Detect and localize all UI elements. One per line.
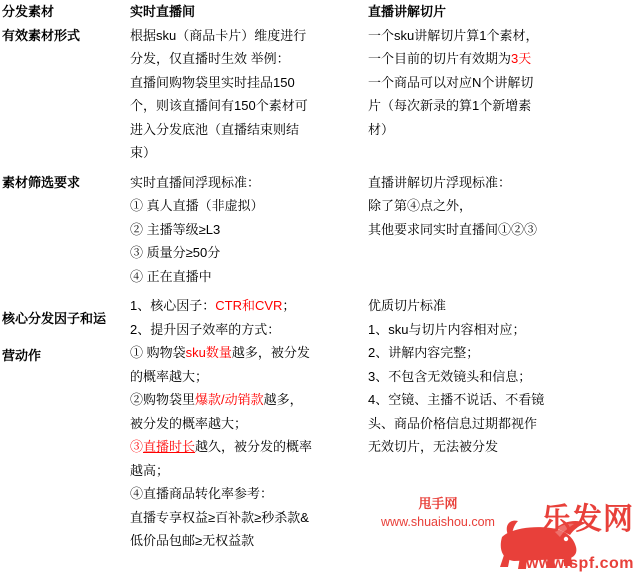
watermark bbox=[378, 494, 498, 532]
table-row bbox=[0, 24, 636, 165]
header-col-3: 直播讲解切片 bbox=[368, 4, 447, 19]
row-2-col-2: 1、核心因子：CTR和CVR； 2、提升因子效率的方式： ① 购物袋sku数量越多，被分发 的概率越大； ②购物袋里爆款/动销款越多， 被分发的概率越大； ③直播时长越久，被分发的概率 越高； ④直播商品转化率参考： 直播专享权益≥百补款≥秒杀款& 低价品包邮≥无权益款 bbox=[128, 294, 366, 553]
row-2-col2-line3: ① 购物袋sku数量越多，被分发 bbox=[130, 345, 310, 360]
row-label-core-factors-line1: 核心分发因子和运 bbox=[2, 311, 107, 326]
row-0-col-3: 一个sku讲解切片算1个素材， 一个目前的切片有效期为3天 一个商品可以对应N个讲解切 片（每次新录的算1个新增素 材） bbox=[366, 24, 636, 165]
hot-product-highlight: 爆款/动销款 bbox=[195, 392, 264, 407]
row-0-col3-line2: 一个目前的切片有效期为3天 bbox=[368, 51, 532, 66]
core-factor-highlight: CTR和CVR bbox=[215, 298, 283, 313]
live-duration-highlight: 直播时长 bbox=[143, 439, 196, 454]
numbering-3: ③ bbox=[130, 439, 144, 454]
row-2-col2-line7: ③直播时长越久，被分发的概率 bbox=[130, 439, 313, 454]
brand-logo bbox=[494, 499, 634, 577]
row-1-col-2: 实时直播间浮现标准： ① 真人直播（非虚拟） ② 主播等级≥L3 ③ 质量分≥50分 ④ 正在直播中 bbox=[130, 174, 264, 284]
header-col-1: 分发素材 bbox=[2, 4, 55, 19]
row-label-material-form: 有效素材形式 bbox=[2, 27, 81, 43]
sku-count-highlight: sku数量 bbox=[185, 345, 232, 360]
row-label-core-factors bbox=[0, 294, 128, 553]
table-row bbox=[0, 171, 636, 289]
row-2-col2-line1: 1、核心因子：CTR和CVR； bbox=[130, 298, 296, 313]
watermark-name: 甩手网 bbox=[418, 496, 458, 511]
brand-url: www.spf.com bbox=[525, 555, 634, 572]
brand-name-cn: 乐发网 bbox=[541, 503, 634, 536]
table-header-row bbox=[0, 0, 636, 24]
row-0-col-2: 根据sku（商品卡片）维度进行 分发，仅直播时生效 举例： 直播间购物袋里实时挂品150 个，则该直播间有150个素材可 进入分发底池（直播结束则结 束） bbox=[130, 27, 308, 160]
row-label-core-factors-line2: 营动作 bbox=[2, 347, 42, 363]
watermark-site: www.shuaishou.com bbox=[381, 515, 495, 529]
validity-days-highlight: 3天 bbox=[511, 51, 532, 66]
header-col-2: 实时直播间 bbox=[130, 4, 196, 19]
row-1-col-3: 直播讲解切片浮现标准： 除了第④点之外， 其他要求同实时直播间①②③ bbox=[368, 174, 538, 237]
row-2-col2-line5: ②购物袋里爆款/动销款越多， bbox=[130, 392, 303, 407]
row-label-filter-requirements: 素材筛选要求 bbox=[2, 174, 81, 190]
row-2-col-3: 优质切片标准 1、sku与切片内容相对应； 2、讲解内容完整； 3、不包含无效镜头和信息； 4、空镜、主播不说话、不看镜 头、商品价格信息过期都视作 无效切片，无法被分发 bbox=[368, 298, 545, 454]
